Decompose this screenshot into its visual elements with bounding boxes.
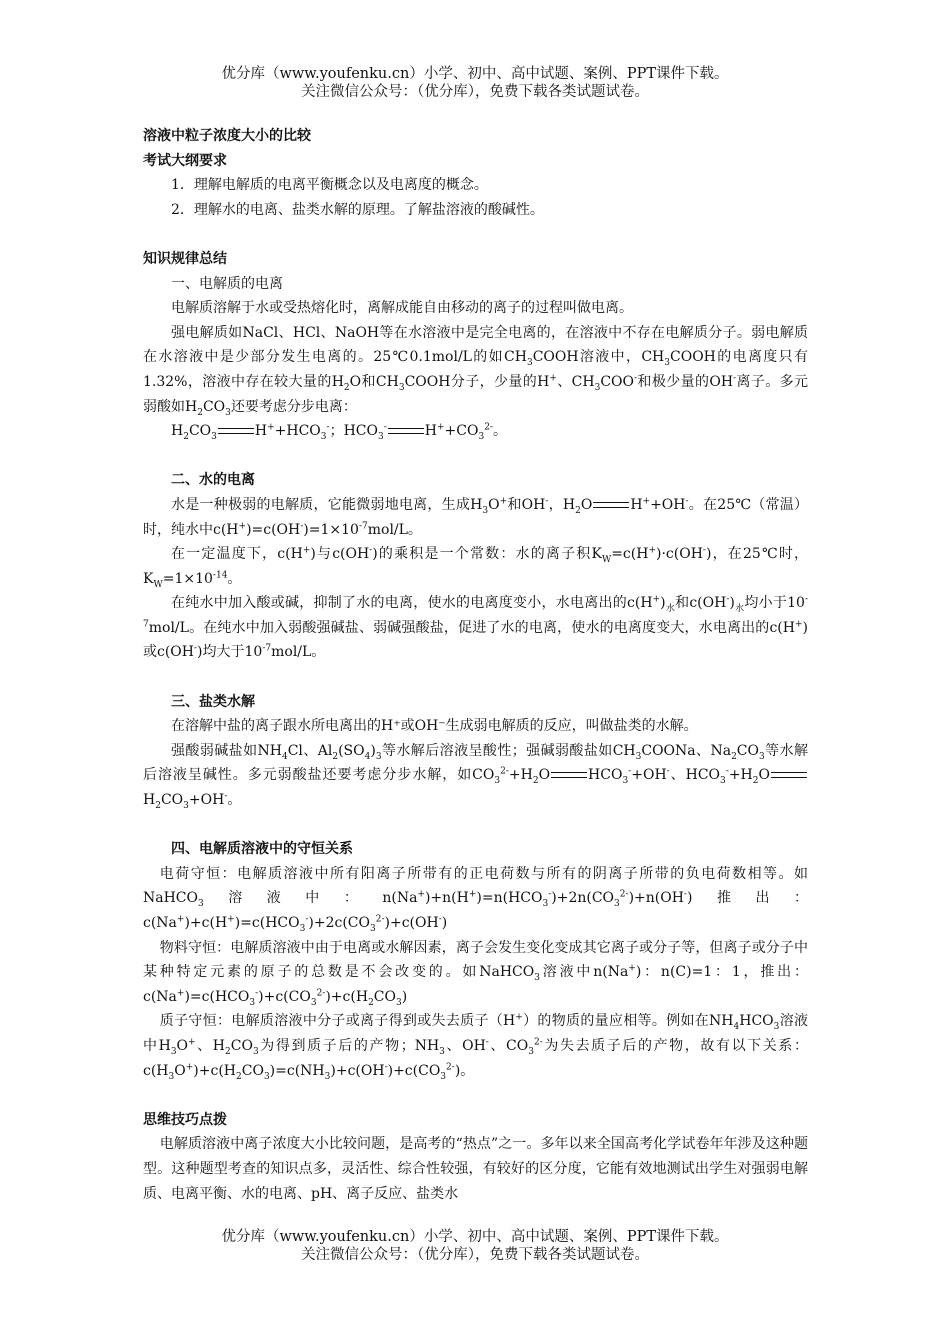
syllabus-item-1: 1．理解电解质的电离平衡概念以及电离度的概念。	[171, 177, 488, 194]
tips-heading: 思维技巧点拨	[143, 1111, 227, 1128]
section-4-material-balance: 物料守恒：电解质溶液中由于电离或水解因素，离子会发生变化变成其它离子或分子等，但离子或分子中某种特定元素的原子的总数是不会改变的。如NaHCO$_3$溶液中n(Na+)：n(C)=1：1，推出：$c(Na^+)=c(HCO_3^-)+c(CO_3^{2-})+c(H_2CO_3)$	[143, 939, 808, 1008]
section-3-para-1: 在溶解中盐的离子跟水所电离出的H⁺或OH⁻生成弱电解质的反应，叫做盐类的水解。	[171, 718, 698, 735]
summary-heading: 知识规律总结	[143, 250, 227, 267]
tips-para-1: 电解质溶液中离子浓度大小比较问题，是高考的“热点”之一。多年以来全国高考化学试卷年年涉及这种题型。这种题型考查的知识点多，灵活性、综合性较强，有较好的区分度，它能有效地测试出学生对强弱电解质、电离平衡、水的电离、pH、离子反应、盐类水	[143, 1136, 808, 1202]
section-2-para-2: 在一定温度下，c(H+)与c(OH-)的乘积是一个常数：水的离子积$K_W=c(H^+)\cdot c(OH^-)$，在25℃时，$K_W=1\times 10^{-14}$。	[143, 545, 809, 590]
footer-line-2: 关注微信公众号：（优分库），免费下载各类试题试卷。	[301, 1247, 649, 1263]
section-1-heading: 一、电解质的电离	[171, 275, 283, 292]
equilibrium-arrow-icon	[771, 771, 807, 779]
equilibrium-arrow-icon	[593, 501, 629, 509]
page-footer	[0, 1228, 950, 1264]
section-4-heading: 四、电解质溶液中的守恒关系	[171, 841, 353, 858]
document-body	[143, 124, 808, 1206]
syllabus-item-2: 2．理解水的电离、盐类水解的原理。了解盐溶液的酸碱性。	[171, 201, 544, 218]
section-2-para-3: 在纯水中加入酸或碱，抑制了水的电离，使水的电离度变小，水电离出的$c(H^+)_水$和$c(OH^-)_水$均小于$10^{-7}mol/L$。在纯水中加入弱酸强碱盐、弱碱强酸盐，促进了水的电离，使水的电离度变大，水电离出的c(H+)或c(OH-)均大于$10^{-7}mol/L$。	[143, 594, 808, 661]
page-header	[0, 65, 950, 101]
section-3-para-2: 强酸弱碱盐如$NH_4Cl$、$Al_2(SO_4)_3$等水解后溶液呈酸性；强碱弱酸盐如$CH_3COONa$、$Na_2CO_3$等水解后溶液呈碱性。多元弱酸盐还要考虑分步水解，如$CO_3^{2-}+H_2O$ $HCO_3^-+OH^-$、$HCO_3^-+H_2OH_2CO_3+OH^-$。	[143, 742, 808, 811]
header-line-2: 关注微信公众号：（优分库），免费下载各类试题试卷。	[301, 84, 649, 100]
section-1-equation: $H_2CO_3$ $H^++HCO_3^-$；$HCO_3^-$ $H^++CO_3^{2-}$。	[171, 422, 507, 442]
equilibrium-arrow-icon	[388, 427, 424, 435]
header-line-1: 优分库（www.youfenku.cn）小学、初中、高中试题、案例、PPT课件下载。	[221, 66, 729, 82]
equilibrium-arrow-icon	[218, 427, 254, 435]
section-4-proton-balance: 质子守恒：电解质溶液中分子或离子得到或失去质子（H+）的物质的量应相等。例如在$NH_4HCO_3$溶液中$H_3O^+$、$H_2CO_3$为得到质子后的产物；$NH_3$、OH-、$CO_3^{2-}$为失去质子后的产物，故有以下关系：$c(H_3O^+)+c(H_2CO_3)=c(NH_3)+c(OH^-)+c(CO_3^{2-})$。	[143, 1012, 808, 1082]
syllabus-heading: 考试大纲要求	[143, 152, 227, 169]
section-4-charge-balance: 电荷守恒：电解质溶液中所有阳离子所带有的正电荷数与所有的阴离子所带的负电荷数相等。如NaHCO$_3$溶液中：$n(Na^+)+n(H^+)=n(HCO_3^-)+2n(CO_3^{2-})+n(OH^-)$推出：$c(Na^+)+c(H^+)=c(HCO_3^-)+2c(CO_3^{2-})+c(OH^-)$	[143, 865, 808, 934]
section-1-para-1: 电解质溶解于水或受热熔化时，离解成能自由移动的离子的过程叫做电离。	[171, 300, 633, 317]
section-3-heading: 三、盐类水解	[171, 693, 255, 710]
equilibrium-arrow-icon	[551, 771, 587, 779]
footer-line-1: 优分库（www.youfenku.cn）小学、初中、高中试题、案例、PPT课件下载。	[221, 1229, 729, 1245]
doc-title: 溶液中粒子浓度大小的比较	[143, 128, 311, 144]
section-2-heading: 二、水的电离	[171, 472, 255, 489]
section-1-para-2: 强电解质如NaCl、HCl、NaOH等在水溶液中是完全电离的，在溶液中不存在电解质分子。弱电解质在水溶液中是少部分发生电离的。25℃0.1mol/L的如$CH_3COOH$溶液中，$CH_3COOH$的电离度只有1.32%，溶液中存在较大量的$H_2O$和$CH_3COOH$分子，少量的H+、$CH_3COO^-$和极少量的OH-离子。多元弱酸如$H_2CO_3$还要考虑分步电离：	[143, 324, 809, 418]
section-2-para-1: 水是一种极弱的电解质，它能微弱地电离，生成$H_3O^+$和OH-，$H_2O$ H++OH-。在25℃（常温）时，纯水中$c(H^+)=c(OH^-)=1\times 10^{-7}mol/L$。	[143, 496, 808, 538]
